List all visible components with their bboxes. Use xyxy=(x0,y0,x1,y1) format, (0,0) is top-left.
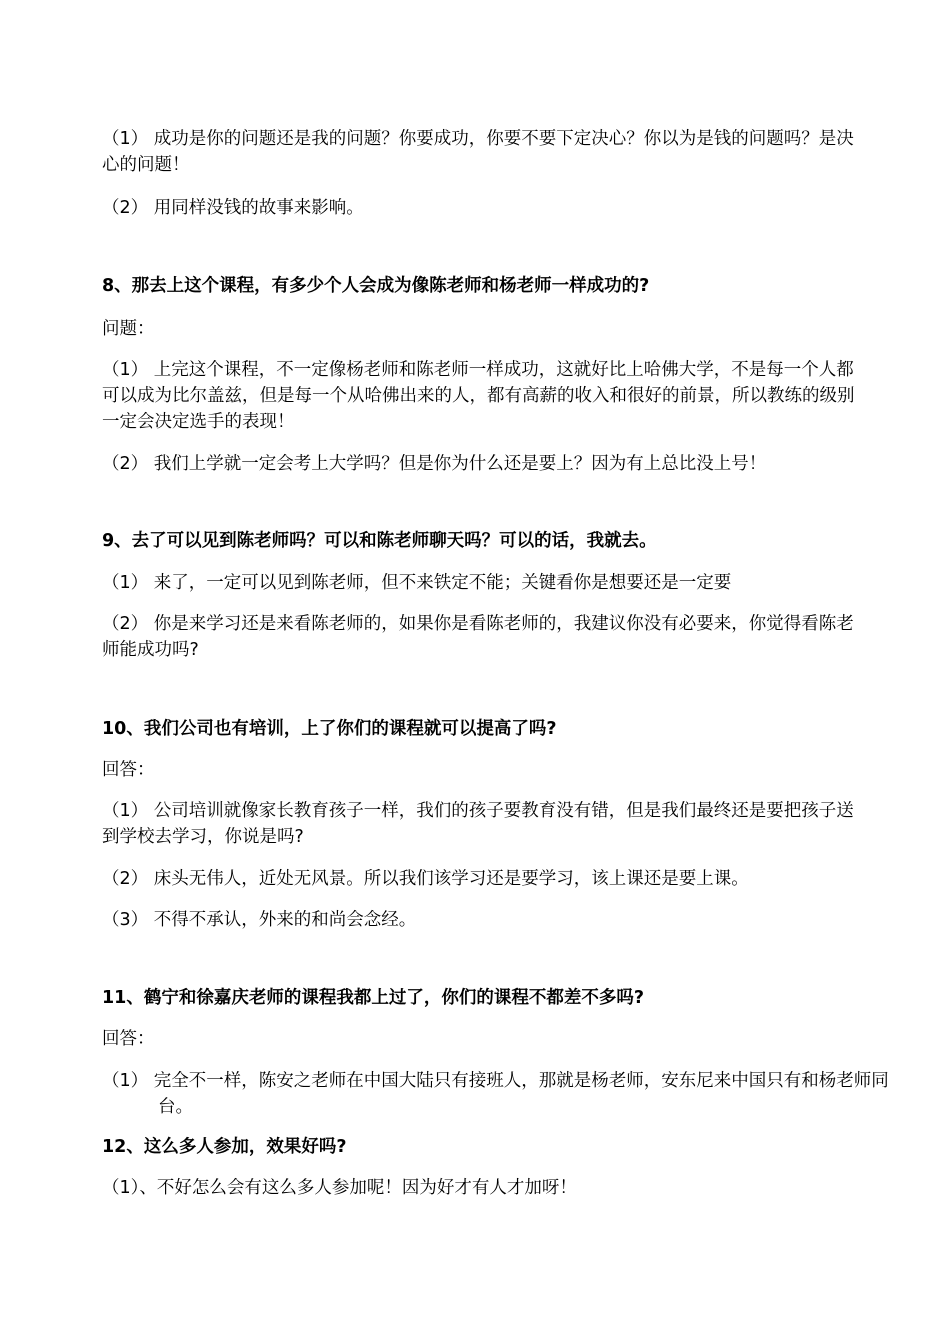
q10-answer-1: （1） 公司培训就像家长教育孩子一样，我们的孩子要教育没有错，但是我们最终还是要把孩子送到学校去学习，你说是吗? xyxy=(102,801,854,847)
q11-answer-1: （1） 完全不一样，陈安之老师在中国大陆只有接班人，那就是杨老师，安东尼来中国只有和杨老师同台。 xyxy=(102,1071,889,1117)
q11-heading: 11、鹤宁和徐嘉庆老师的课程我都上过了，你们的课程不都差不多吗? xyxy=(102,988,645,1008)
q8-answer-2: （2） 我们上学就一定会考上大学吗？但是你为什么还是要上？因为有上总比没上号！ xyxy=(102,454,767,474)
q9-answer-1: （1） 来了，一定可以见到陈老师，但不来铁定不能；关键看你是想要还是一定要 xyxy=(102,573,732,593)
q9-answer-2: （2） 你是来学习还是来看陈老师的，如果你是看陈老师的，我建议你没有必要来，你觉得看陈老师能成功吗? xyxy=(102,614,854,660)
q7-answer-2: （2） 用同样没钱的故事来影响。 xyxy=(102,198,364,218)
q9-heading: 9、去了可以见到陈老师吗？可以和陈老师聊天吗？可以的话，我就去。 xyxy=(102,531,657,551)
q11-label: 回答： xyxy=(102,1029,155,1049)
q7-answer-1: （1） 成功是你的问题还是我的问题？你要成功，你要不要下定决心？你以为是钱的问题吗？是决心的问题！ xyxy=(102,129,854,175)
q8-heading: 8、那去上这个课程，有多少个人会成为像陈老师和杨老师一样成功的? xyxy=(102,276,650,296)
q8-answer-1: （1） 上完这个课程，不一定像杨老师和陈老师一样成功，这就好比上哈佛大学，不是每一个人都可以成为比尔盖兹，但是每一个从哈佛出来的人，都有高薪的收入和很好的前景，所以教练的级别一定会决定选手的表现！ xyxy=(102,360,855,432)
q12-answer-1: （1）、不好怎么会有这么多人参加呢！因为好才有人才加呀！ xyxy=(102,1178,577,1198)
q12-heading: 12、这么多人参加，效果好吗? xyxy=(102,1137,347,1157)
q10-answer-2: （2） 床头无伟人，近处无风景。所以我们该学习还是要学习，该上课还是要上课。 xyxy=(102,869,749,889)
q10-heading: 10、我们公司也有培训，上了你们的课程就可以提高了吗? xyxy=(102,719,557,739)
q10-label: 回答： xyxy=(102,760,155,780)
q8-label: 问题： xyxy=(102,319,155,339)
q10-answer-3: （3） 不得不承认，外来的和尚会念经。 xyxy=(102,910,417,930)
